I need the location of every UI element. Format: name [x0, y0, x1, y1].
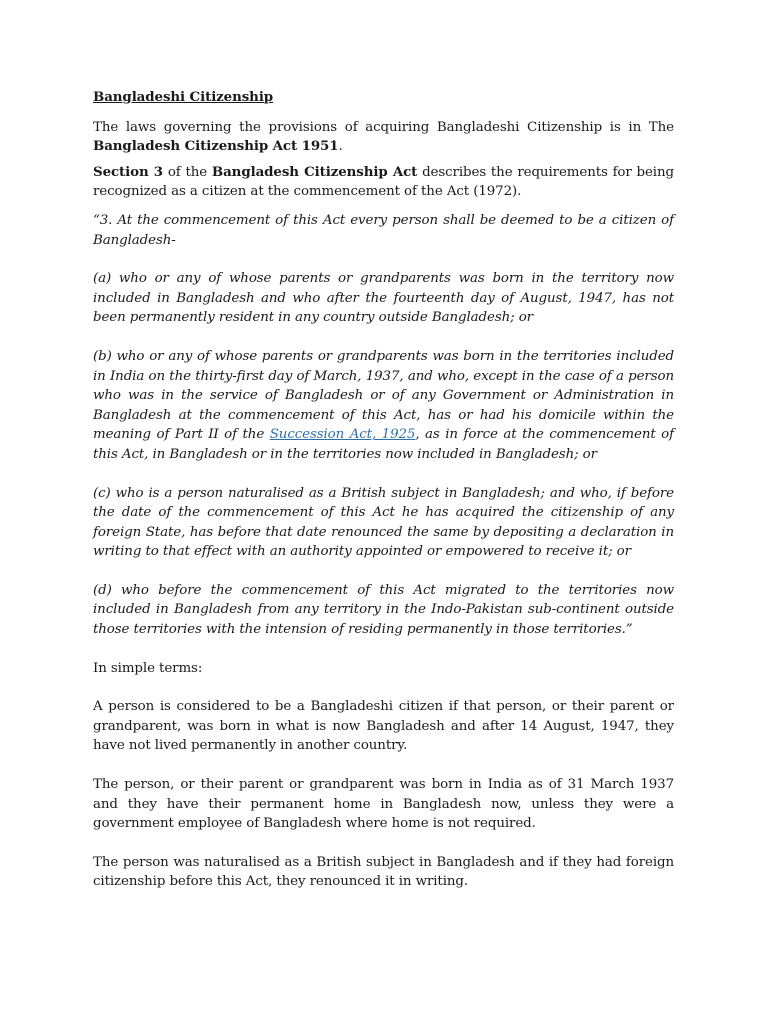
section3-text-b: describes the requirements for being recognized as a citizen at the commencement of the Act (1972).: [93, 164, 674, 200]
clause-a: (a) who or any of whose parents or grandparents was born in the territory now included in Bangladesh and who after the fourteenth day of August, 1947, has not been permanently resident in any country outside Bangladesh; or: [93, 271, 674, 326]
act-name-bold: Bangladesh Citizenship Act 1951: [93, 138, 339, 155]
simple-terms-paragraph-1: A person is considered to be a Bangladeshi citizen if that person, or their parent or grandparent, was born in what is now Bangladesh and after 14 August, 1947, they have not lived permanently in another country.: [93, 699, 674, 754]
quote-opening: “3. At the commencement of this Act every person shall be deemed to be a citizen of Bangladesh-: [93, 212, 674, 248]
document-title: Bangladeshi Citizenship: [93, 89, 274, 105]
succession-act-link[interactable]: Succession Act, 1925: [269, 427, 416, 443]
simple-terms-heading: In simple terms:: [93, 660, 203, 676]
section3-label: Section 3: [93, 163, 164, 180]
intro-paragraph: [93, 118, 674, 157]
document-page: [93, 88, 674, 892]
clause-b-text-end: , as in force at the commencement of this Act, in Bangladesh or in the territories now included in Bangladesh; or: [93, 427, 674, 462]
simple-terms-paragraph-3: The person was naturalised as a British subject in Bangladesh and if they had foreign citizenship before this Act, they renounced it in writing.: [93, 854, 674, 890]
clause-d: (d) who before the commencement of this Act migrated to the territories now included in Bangladesh from any territory in the Indo-Pakistan sub-continent outside those territories with the intension of residing permanently in those territories.”: [93, 582, 674, 638]
intro-text: The laws governing the provisions of acquiring Bangladeshi Citizenship is in The: [93, 119, 674, 135]
simple-terms-paragraph-2: The person, or their parent or grandparent was born in India as of 31 March 1937 and they have their permanent home in Bangladesh now, unless they were a government employee of Bangladesh where home is not required.: [93, 777, 674, 832]
intro-period: .: [338, 139, 343, 155]
section3-text-a: of the: [163, 164, 212, 180]
section3-paragraph: [93, 163, 674, 202]
clause-c: (c) who is a person naturalised as a British subject in Bangladesh; and who, if before the date of the commencement of this Act he has acquired the citizenship of any foreign State, has before that date renounced the same by depositing a declaration in writing to that effect with an authority appointed or empowered to receive it; or: [93, 485, 674, 560]
clause-b: [93, 347, 674, 465]
section3-act-name: Bangladesh Citizenship Act: [211, 163, 418, 180]
clause-b-text: (b) who or any of whose parents or grandparents was born in the territories included in India on the thirty-first day of March, 1937, and who, except in the case of a person who was in the service of Bangladesh or of any Government or Administration in Bangladesh at the commencement of this Act, has or had his domicile within the meaning of Part II of the: [93, 348, 674, 443]
